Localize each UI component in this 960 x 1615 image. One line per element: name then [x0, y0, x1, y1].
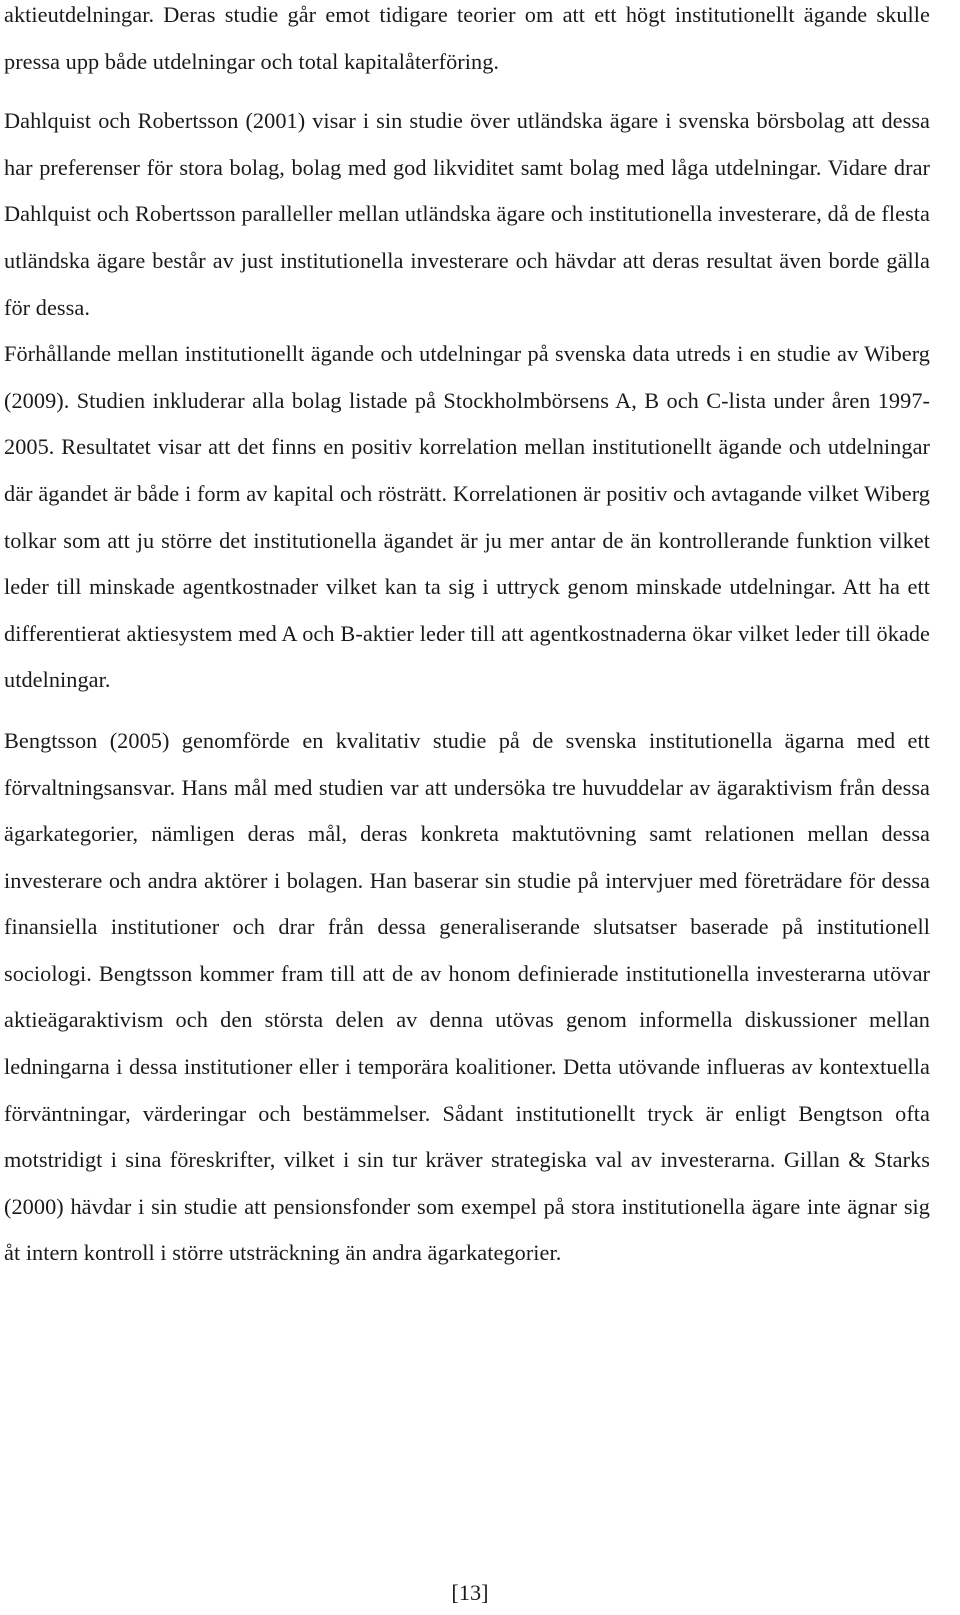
paragraph-wiberg: Förhållande mellan institutionellt ägande och utdelningar på svenska data utreds i en studie av Wiberg (2009). Studien inkluderar alla bolag listade på Stockholmbörsens A, B och C-lista under åren 1997-2005. Resultatet visar att det finns en positiv korrelation mellan institutionellt ägande och utdelningar där ägandet är både i form av kapital och rösträtt. Korrelationen är positiv och avtagande vilket Wiberg tolkar som att ju större det institutionella ägandet är ju mer antar de än kontrollerande funktion vilket leder till minskade agentkostnader vilket kan ta sig i uttryck genom minskade utdelningar. Att ha ett differentierat aktiesystem med A och B-aktier leder till att agentkostnaderna ökar vilket leder till ökade utdelningar.: [4, 341, 930, 693]
paragraph-bengtsson: Bengtsson (2005) genomförde en kvalitativ studie på de svenska institutionella ägarna med ett förvaltningsansvar. Hans mål med studien var att undersöka tre huvuddelar av ägaraktivism från dessa ägarkategorier, nämligen deras mål, deras konkreta maktutövning samt relationen mellan dessa investerare och andra aktörer i bolagen. Han baserar sin studie på intervjuer med företrädare för dessa finansiella institutioner och drar från dessa generaliserande slutsatser baserade på institutionell sociologi. Bengtsson kommer fram till att de av honom definierade institutionella investerarna utövar aktieägaraktivism och den största delen av denna utövas genom informella diskussioner mellan ledningarna i dessa institutioner eller i temporära koalitioner. Detta utövande influeras av kontextuella förväntningar, värderingar och bestämmelser. Sådant institutionellt tryck är enligt Bengtson ofta motstridigt i sina föreskrifter, vilket i sin tur kräver strategiska val av investerarna. Gillan & Starks (2000) hävdar i sin studie att pensionsfonder som exempel på stora institutionella ägare inte ägnar sig åt intern kontroll i större utsträckning än andra ägarkategorier.: [4, 727, 930, 1266]
page-number: [13]: [451, 1580, 489, 1605]
document-page: [4, 0, 930, 1277]
paragraph-continuation: aktieutdelningar. Deras studie går emot tidigare teorier om att ett högt institutionellt ägande skulle pressa upp både utdelningar och total kapitalåterföring.: [4, 2, 930, 74]
paragraph-dahlquist-robertsson: Dahlquist och Robertsson (2001) visar i sin studie över utländska ägare i svenska börsbolag att dessa har preferenser för stora bolag, bolag med god likviditet samt bolag med låga utdelningar. Vidare drar Dahlquist och Robertsson paralleller mellan utländska ägare och institutionella investerare, då de flesta utländska ägare består av just institutionella investerare och hävdar att deras resultat även borde gälla för dessa.: [4, 108, 930, 320]
